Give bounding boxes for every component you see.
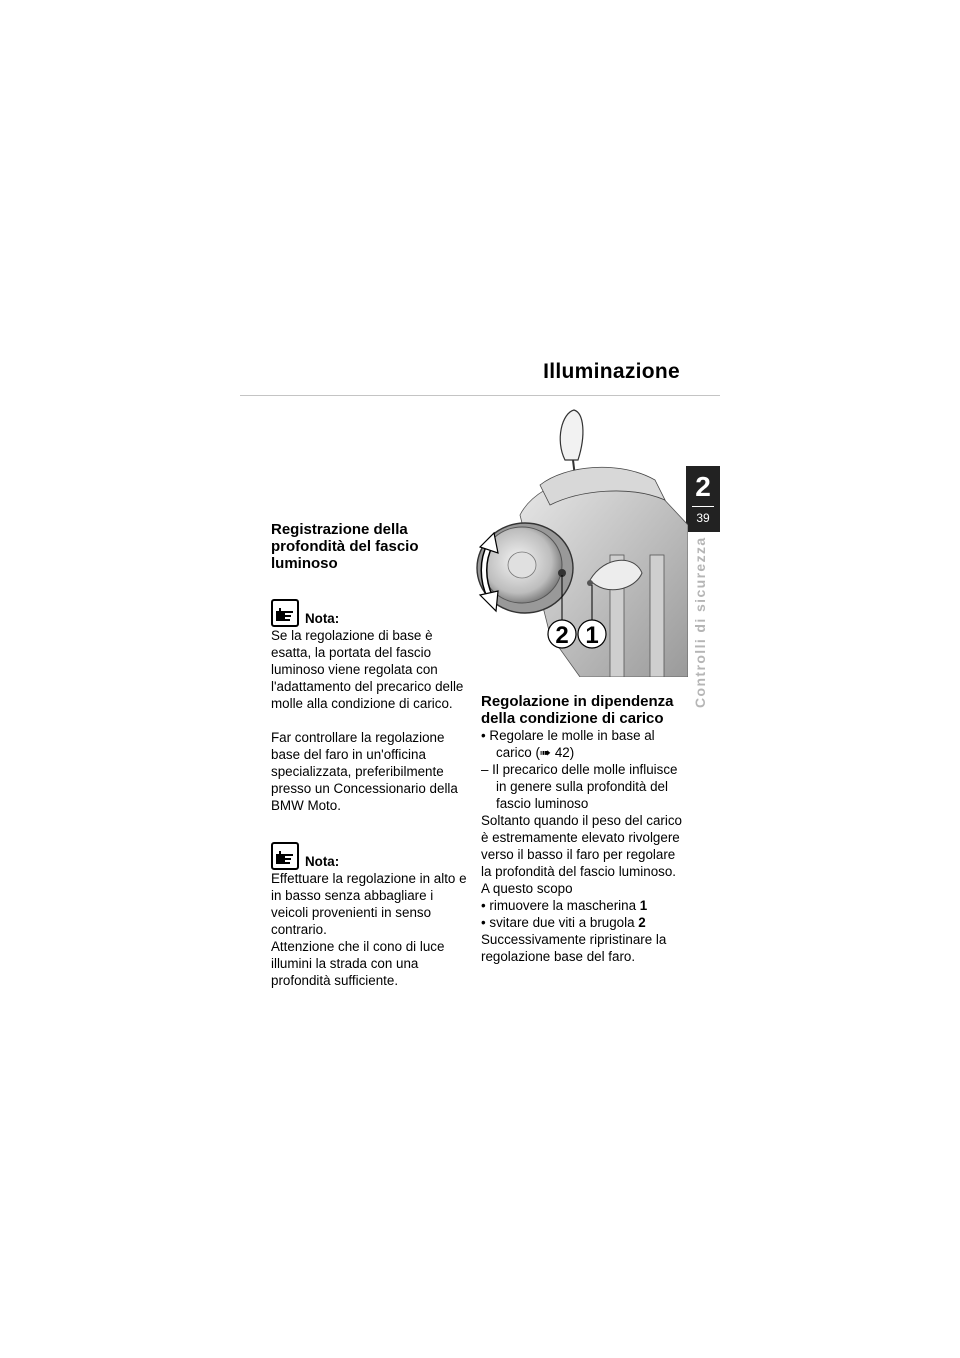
note-label: Nota: — [305, 611, 340, 626]
tab-divider — [692, 506, 714, 507]
page-number: 39 — [696, 511, 710, 525]
headlight-illustration — [470, 405, 688, 677]
paragraph-heavy-load: Soltanto quando il peso del carico è estremamente elevato rivolgere verso il basso il faro per regolare la profondità del fascio luminoso. A questo scopo — [481, 813, 682, 896]
page-reference: 42) — [551, 745, 575, 760]
left-column — [271, 521, 468, 989]
bullet-text: • svitare due viti a brugola — [481, 915, 639, 930]
chapter-number: 2 — [695, 471, 711, 502]
section-heading-load-adjustment: Regolazione in dipendenza della condizione di carico — [481, 693, 674, 727]
dash-item-preload: – Il precarico delle molle influisce in genere sulla profondità del fascio luminoso — [481, 762, 678, 811]
bullet-unscrew — [481, 914, 683, 931]
page-reference-arrow-icon: ➠ — [539, 745, 552, 760]
bullet-springs — [481, 727, 683, 761]
note-hand-icon — [271, 842, 299, 870]
callout-1: 1 — [585, 622, 599, 649]
callout-2: 2 — [555, 622, 569, 649]
note-label: Nota: — [305, 854, 340, 869]
note-text: Effettuare la regolazione in alto e in basso senza abbagliare i veicoli provenienti in senso contrario. — [271, 871, 467, 937]
callout-ref: 1 — [639, 898, 648, 913]
closing-paragraph: Successivamente ripristinare la regolazione base del faro. — [481, 932, 667, 964]
paragraph-workshop: Far controllare la regolazione base del faro in un'officina specializzata, preferibilmente presso un Concessionario della BMW Moto. — [271, 730, 458, 813]
section-heading-headlight-range: Registrazione della profondità del fascio luminoso — [271, 521, 419, 572]
header-rule — [240, 395, 720, 396]
note-block-1 — [271, 599, 468, 712]
chapter-label: Controlli di sicurezza — [692, 536, 708, 708]
note-hand-icon — [271, 599, 299, 627]
callout-ref: 2 — [638, 915, 646, 930]
bullet-text: • Regolare le molle in base al carico ( — [481, 728, 655, 760]
chapter-tab — [686, 466, 720, 532]
page-title: Illuminazione — [543, 360, 680, 383]
right-column — [481, 693, 683, 965]
note-block-2 — [271, 842, 468, 989]
note-text: Se la regolazione di base è esatta, la portata del fascio luminoso viene regolata con l'adattamento del precarico delle molle alla condizione di carico. — [271, 628, 464, 711]
note-text: Attenzione che il cono di luce illumini la strada con una profondità sufficiente. — [271, 939, 445, 988]
bullet-remove-cover — [481, 897, 683, 914]
bullet-text: • rimuovere la mascherina — [481, 898, 640, 913]
